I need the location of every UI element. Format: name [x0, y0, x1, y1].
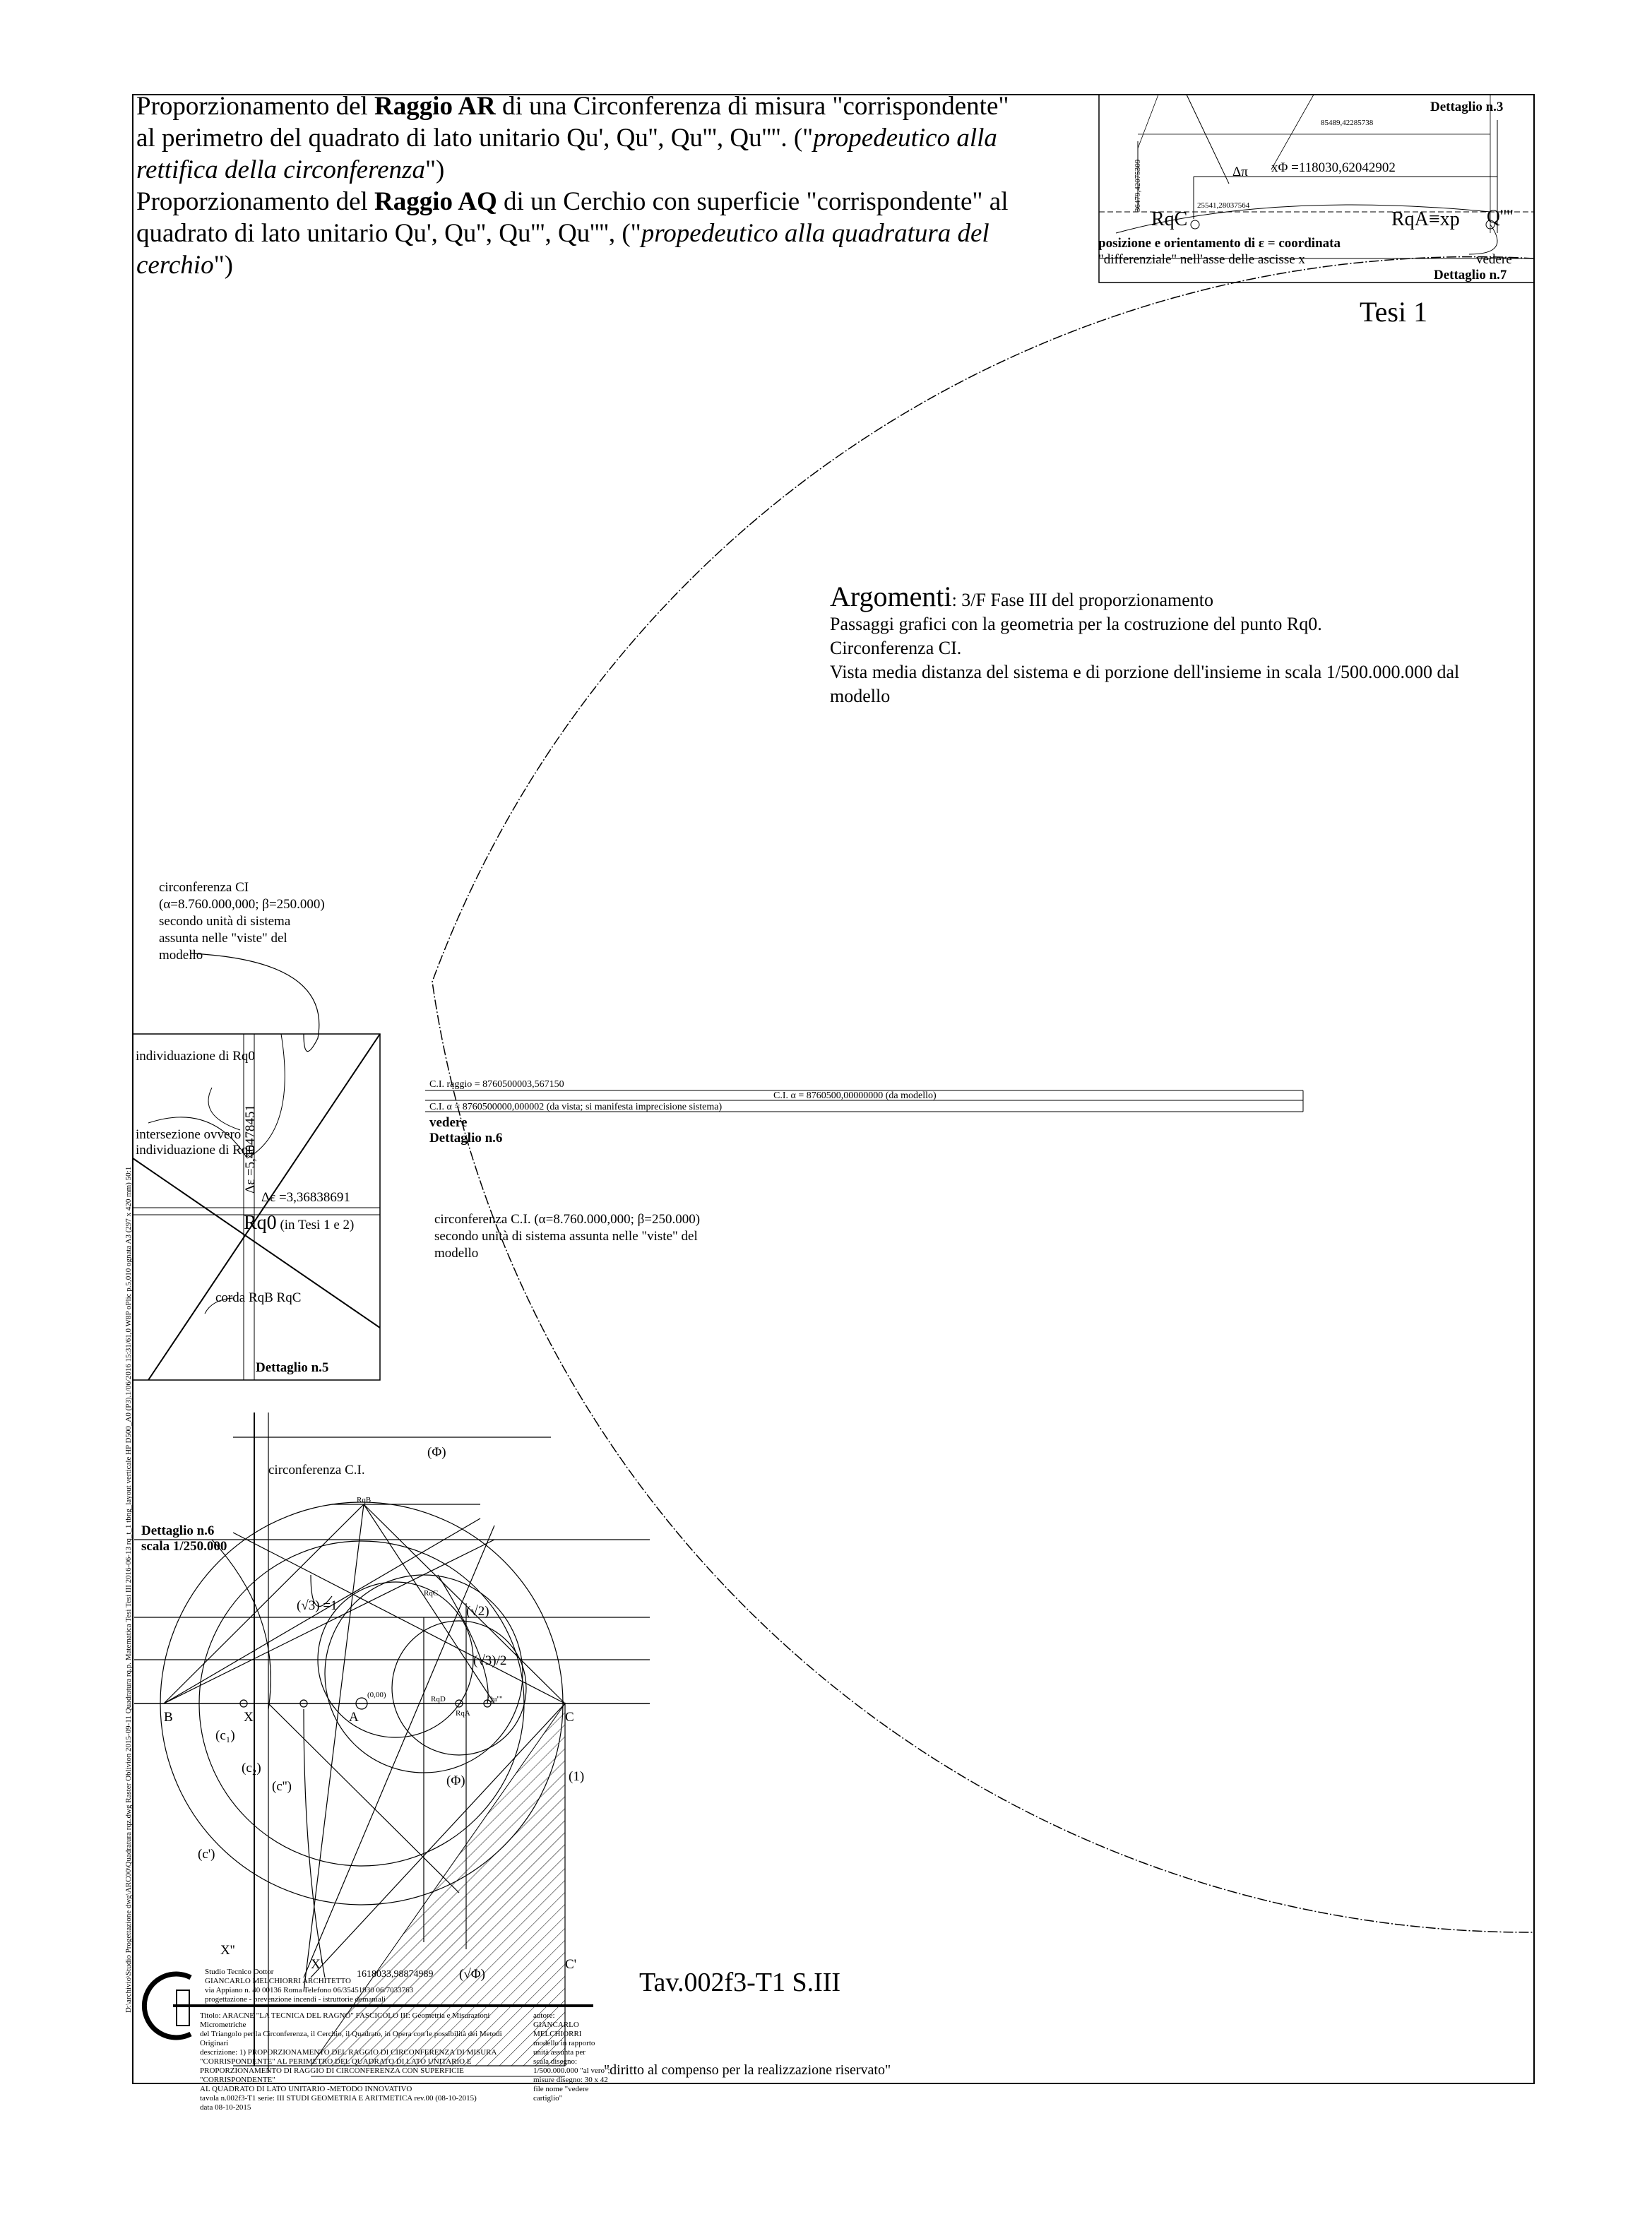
tesi-label: Tesi 1	[1360, 296, 1428, 328]
ci-note-l5: modello	[159, 948, 203, 963]
desc-l6: AL QUADRATO DI LATO UNITARIO -METODO INNOVATIVO	[200, 2085, 412, 2093]
detail5-rq0-group	[244, 1212, 354, 1235]
title-l1b: Raggio AR	[374, 92, 496, 121]
ci-note2-l3: modello	[434, 1246, 479, 1261]
desc-l4: "CORRISPONDENTE" AL PERIMETRO DEL QUADRATO DI LATO UNITARIO E	[200, 2057, 472, 2066]
detail6-one: (1)	[569, 1769, 585, 1784]
title-block	[136, 90, 1104, 281]
title-l3: ")	[424, 155, 445, 184]
detail3-detail7: Dettaglio n.7	[1434, 268, 1507, 283]
ci-note2-l2: secondo unità di sistema assunta nelle "viste" del	[434, 1229, 698, 1244]
detail6-csec: (c'')	[272, 1779, 292, 1794]
detail6-circ-label: circonferenza C.I.	[268, 1463, 365, 1477]
detail6-sqrt-phi: (√Φ)	[459, 1967, 485, 1982]
ci-note-l2: (α=8.760.000,000; β=250.000)	[159, 897, 325, 912]
detail6-origin: (0,00)	[367, 1691, 386, 1699]
detail3-val3: 25541,28037564	[1197, 201, 1250, 210]
title-l4c: di un Cerchio con superficie "corrispondente" al	[497, 187, 1009, 216]
detail3-posizione: posizione e orientamento di ε = coordinata	[1098, 236, 1341, 251]
title-l1c: di una Circonferenza di misura "corrispondente"	[495, 92, 1009, 121]
detail6-xprime: X'	[311, 1957, 323, 1972]
right-l7: file nome "vedere cartiglio"	[533, 2085, 589, 2103]
detail6-c2: (c₂)	[242, 1761, 261, 1776]
argomenti-l3: Circonferenza CI.	[830, 638, 962, 658]
detail6-phi-mid: (Φ)	[446, 1773, 465, 1788]
argomenti-heading-rest: : 3/F Fase III del proporzionamento	[951, 590, 1213, 610]
detail5-intersezione1: intersezione ovvero	[136, 1127, 242, 1142]
desc-l8: data 08-10-2015	[200, 2103, 251, 2112]
detail6-scale: scala 1/250.000	[141, 1539, 227, 1554]
right-l6: misure disegno: 30 x 42	[533, 2076, 608, 2084]
right-l5: 1/500.000.000 "al vero";	[533, 2067, 610, 2075]
ci-vedere: vedere	[429, 1115, 468, 1130]
argomenti-heading: Argomenti	[830, 581, 952, 612]
argomenti-l5: modello	[830, 686, 891, 706]
argomenti-l2: Passaggi grafici con la geometria per la costruzione del punto Rq0.	[830, 614, 1322, 634]
studio-l4: progettazione - prevenzione incendi - istruttorie demaniali	[205, 1995, 386, 2004]
title-l4b: Raggio AQ	[374, 187, 497, 216]
title-l6i: cerchio	[136, 251, 214, 280]
desc-l7: tavola n.002f3-T1 serie: III STUDI GEOMETRIA E ARITMETICA rev.00 (08-10-2015)	[200, 2094, 477, 2103]
desc-block	[200, 2011, 532, 2112]
studio-l1: Studio Tecnico Dottor	[205, 1968, 274, 1976]
detail6-rqd: RqD	[431, 1695, 446, 1703]
detail3-rqc: RqC	[1151, 208, 1188, 230]
detail6-b: B	[164, 1710, 173, 1725]
title-l3i: rettifica della circonferenza	[136, 155, 425, 184]
desc-l3: descrizione: 1) PROPORZIONAMENTO DEL RAGGIO DI CIRCONFERENZA DI MISURA	[200, 2048, 497, 2057]
diritto-note: "diritto al compenso per la realizzazione riservato"	[604, 2062, 891, 2078]
tav-number: Tav.002f3-T1 S.III	[639, 1968, 841, 1997]
detail6-rqb: RqB	[357, 1496, 372, 1504]
detail6-xsec: X''	[220, 1943, 235, 1958]
right-l2: GIANCARLO MELCHIORRI	[533, 2021, 582, 2038]
ci-note2-l1: circonferenza C.I. (α=8.760.000,000; β=250.000)	[434, 1212, 701, 1227]
detail5-rq0: Rq0	[244, 1212, 277, 1234]
detail3-val2: 36479,42075309	[1134, 159, 1142, 212]
ci-note2	[434, 1211, 759, 1262]
detail6-sqrt3-1: (√3) =1	[297, 1598, 338, 1613]
detail6-phi-top: (Φ)	[427, 1445, 446, 1460]
detail6-a: A	[349, 1710, 359, 1725]
detail6-c: C	[565, 1710, 574, 1725]
detail5-rq0-note: (in Tesi 1 e 2)	[276, 1218, 355, 1232]
detail5-corda: corda RqB RqC	[215, 1290, 302, 1305]
right-l3: modello in rapporto unità assunta per	[533, 2039, 595, 2057]
desc-l1: Titolo: ARACNE "LA TECNICA DEL RAGNO" FASCICOLO III: Geometria e Misurazioni Micrometriche	[200, 2011, 490, 2029]
ci-alpha-model: C.I. α = 8760500,00000000 (da modello)	[773, 1090, 937, 1101]
right-l4: scala disegno:	[533, 2057, 578, 2066]
title-l1a: Proporzionamento del	[136, 92, 375, 121]
desc-l2: del Triangolo per la Circonferenza, il Cerchio, il Quadrato, in Opera con le possibilità dei Metodi Originari	[200, 2030, 502, 2047]
detail3-rqa-xp: RqA≡xp	[1391, 208, 1460, 230]
detail6-measure: 1618033,98874989	[357, 1969, 434, 1980]
studio-l2: GIANCARLO MELCHIORRI ARCHITETTO	[205, 1977, 351, 1985]
detail3-val1: 85489,42285738	[1321, 119, 1374, 127]
detail6-cprime-circle: (c')	[198, 1847, 215, 1862]
ci-raggio: C.I. raggio = 8760500003,567150	[429, 1079, 564, 1090]
detail3-delta-pi: Δπ	[1232, 165, 1248, 179]
detail3-differenziale: "differenziale" nell'asse delle ascisse x	[1098, 252, 1305, 267]
detail6-cprime: C'	[565, 1957, 577, 1972]
ci-note-l3: secondo unità di sistema	[159, 914, 291, 929]
author-block	[533, 2011, 611, 2103]
detail5-individuazione: individuazione di Rq0	[136, 1049, 255, 1064]
detail5-intersezione2: individuazione di Rq0	[136, 1143, 255, 1158]
right-l1: autore:	[533, 2011, 555, 2020]
detail3-xphi: xΦ =118030,62042902	[1271, 160, 1396, 175]
detail6-title: Dettaglio n.6	[141, 1523, 215, 1538]
detail6-sqrt2: (√2)	[466, 1604, 489, 1619]
detail3-title: Dettaglio n.3	[1430, 100, 1504, 114]
detail5-delta-h: Δε =3,36838691	[261, 1190, 350, 1205]
title-l5: quadrato di lato unitario Qu', Qu'', Qu''', Qu'''', ("	[136, 219, 641, 248]
detail5-title: Dettaglio n.5	[256, 1360, 329, 1375]
ci-alpha-vista: C.I. α = 8760500000,000002 (da vista; si manifesta imprecisione sistema)	[429, 1102, 723, 1112]
argomenti-l4: Vista media distanza del sistema e di porzione dell'insieme in scala 1/500.000.000 dal	[830, 662, 1460, 682]
desc-l5: PROPORZIONAMENTO DI RAGGIO DI CIRCONFERENZA CON SUPERFICIE "CORRISPONDENTE"	[200, 2067, 464, 2084]
detail3-q: Q''''	[1487, 206, 1514, 227]
ci-note-leader	[191, 953, 319, 1052]
title-l5i: propedeutico alla quadratura del	[641, 219, 990, 248]
vertical-file-path: D:\archivio\Studio Progettazione dwg\ARC00\Quadratura rqz.dwg Raster Oblivion 2015-09-11 Quadratura rq.p. Matematica Tesi Tesi III 2016-06-13 rq_t_1 tbng_layout verticale HP D500_A0 (P3).1/06/2016 15:31/61,0 W8P oPlic p.5,010 ognata A3 (297 x 420 mm) 50:1	[124, 1166, 133, 2013]
detail6-sqrt3-2: (√3)/2	[473, 1653, 507, 1668]
detail6-qu4: Qu''''	[487, 1695, 503, 1703]
detail-5-box	[133, 1034, 380, 1380]
title-l4a: Proporzionamento del	[136, 187, 375, 216]
ci-large-arc	[432, 257, 1534, 1932]
detail6-rqc: RqC	[424, 1589, 439, 1598]
title-l2: al perimetro del quadrato di lato unitario Qu', Qu'', Qu''', Qu''''. ("	[136, 124, 814, 153]
studio-l3: via Appiano n. 40 00136 Roma Telefono 06/35451930 06/7033763	[205, 1986, 414, 1994]
title-l6: ")	[213, 251, 234, 280]
ci-detail6: Dettaglio n.6	[429, 1131, 503, 1146]
detail6-rqa: RqA	[456, 1709, 470, 1718]
detail5-delta-v: Δε =5,40478451	[243, 1105, 258, 1194]
detail6-c1: (c₁)	[215, 1728, 235, 1743]
argomenti-block	[830, 581, 1536, 708]
ci-note	[159, 879, 413, 964]
detail3-vedere: vedere	[1476, 252, 1512, 267]
ci-note-l4: assunta nelle "viste" del	[159, 931, 287, 946]
ci-note-l1: circonferenza CI	[159, 880, 249, 895]
detail6-x: X	[244, 1710, 254, 1725]
studio-block	[205, 1968, 600, 2004]
title-l2i: propedeutico alla	[813, 124, 997, 153]
